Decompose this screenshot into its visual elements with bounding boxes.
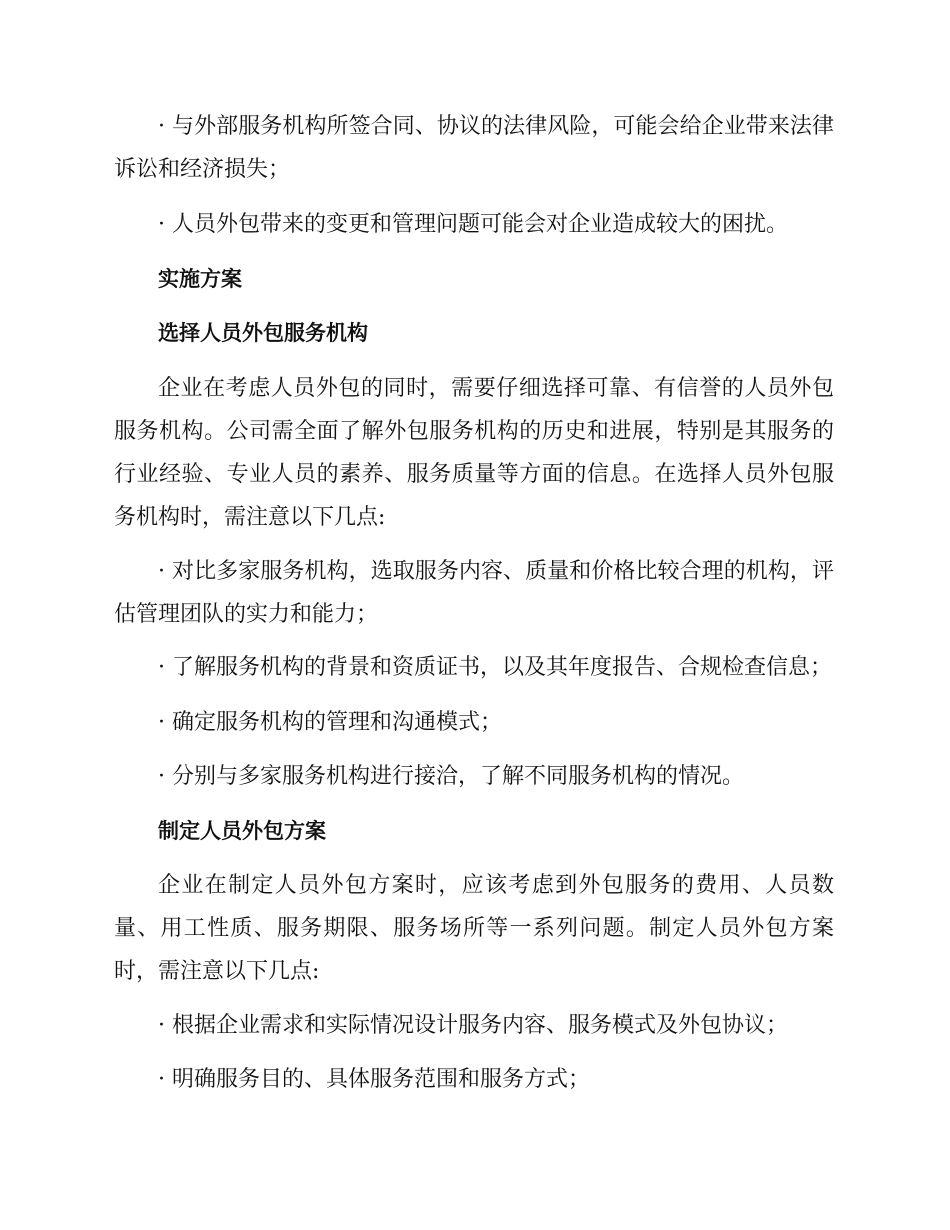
bullet-legal-risk: · 与外部服务机构所签合同、协议的法律风险，可能会给企业带来法律诉讼和经济损失； [114, 114, 834, 182]
subsection-heading-select-provider: 选择人员外包服务机构 [158, 321, 368, 345]
bullet-management-issues: · 人员外包带来的变更和管理问题可能会对企业造成较大的困扰。 [158, 212, 788, 237]
bullet-contact-providers: · 分别与多家服务机构进行接洽，了解不同服务机构的情况。 [158, 764, 744, 789]
bullet-design-service: · 根据企业需求和实际情况设计服务内容、服务模式及外包协议； [158, 1013, 788, 1038]
bullet-background-check: · 了解服务机构的背景和资质证书，以及其年度报告、合规检查信息； [158, 655, 832, 680]
section-heading-implementation: 实施方案 [158, 267, 242, 291]
paragraph-make-plan: 企业在制定人员外包方案时，应该考虑到外包服务的费用、人员数量、用工性质、服务期限、服务场所等一系列问题。制定人员外包方案时，需注意以下几点: [114, 873, 834, 984]
bullet-compare-providers: · 对比多家服务机构，选取服务内容、质量和价格比较合理的机构，评估管理团队的实力和能力； [114, 559, 834, 627]
bullet-communication-mode: · 确定服务机构的管理和沟通模式； [158, 710, 502, 735]
subsection-heading-make-plan: 制定人员外包方案 [158, 819, 326, 843]
bullet-clarify-scope: · 明确服务目的、具体服务范围和服务方式； [158, 1067, 590, 1092]
paragraph-select-provider: 企业在考虑人员外包的同时，需要仔细选择可靠、有信誉的人员外包服务机构。公司需全面了解外包服务机构的历史和进展，特别是其服务的行业经验、专业人员的素养、服务质量等方面的信息。在选择人员外包服务机构时，需注意以下几点: [114, 376, 834, 530]
